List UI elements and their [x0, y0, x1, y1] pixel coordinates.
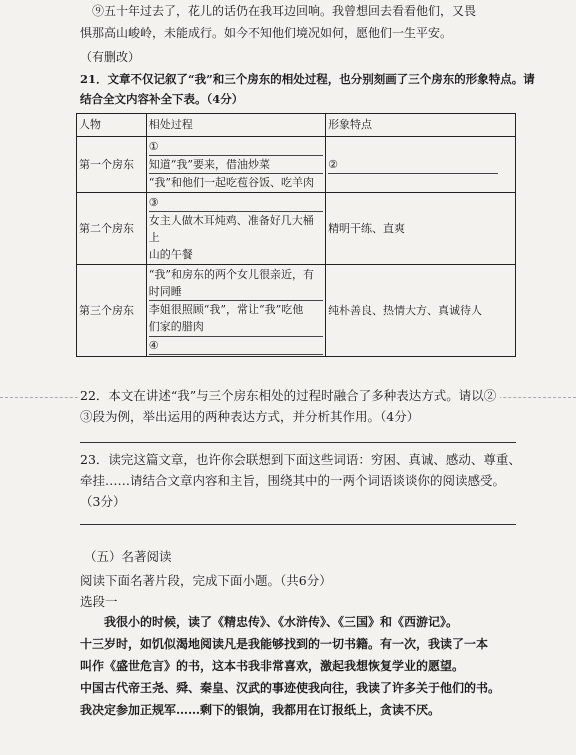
q21-stem-1: 21．文章不仅记叙了“我”和三个房东的相处过程，也分别刻画了三个房东的形象特点。请 — [80, 72, 535, 86]
q23-line-2: 牵挂……请结合文章内容和主旨，围绕其中的一两个词语谈谈你的阅读感受。 — [80, 473, 506, 488]
process-item: 山的午餐 — [148, 248, 193, 262]
intro-line-1: ⑨五十年过去了，花儿的话仍在我耳边回响。我曾想回去看看他们，又畏 — [92, 4, 477, 18]
process-item: 女主人做木耳炖鸡、准备好几大桶上 — [148, 214, 314, 245]
blank-4[interactable]: ④ — [149, 337, 323, 355]
process-item: 时同睡 — [149, 283, 323, 301]
row-process — [146, 137, 325, 193]
blank-2[interactable]: ② — [328, 156, 498, 174]
header-person: 人物 — [77, 114, 147, 137]
row-process — [146, 265, 325, 356]
blank-3[interactable]: ③ — [149, 194, 323, 212]
row-trait: 纯朴善良、热情大方、真诚待人 — [326, 265, 516, 356]
q22-line-1: 22．本文在讲述“我”与三个房东相处的过程时融合了多种表达方式。请以② — [80, 386, 500, 406]
row-person: 第一个房东 — [77, 137, 147, 193]
header-process: 相处过程 — [146, 114, 325, 137]
section-instruction: 阅读下面名著片段，完成下面小题。（共6分） — [80, 573, 332, 588]
q23-line-3: （3分） — [80, 494, 126, 509]
passage-line: 十三岁时，如饥似渴地阅读凡是我能够找到的一切书籍。有一次，我读了一本 — [80, 637, 489, 651]
passage-line: 我决定参加正规军……剩下的银饷，我都用在订报纸上，贪读不厌。 — [80, 703, 441, 717]
process-item: 们家的腊肉 — [149, 318, 323, 336]
source-note: （有删改） — [80, 50, 141, 64]
process-item: “我”和他们一起吃苞谷饭、吃羊肉 — [148, 176, 314, 190]
row-process — [146, 193, 325, 265]
process-item: 李姐很照顾“我”，常让“我”吃他 — [148, 303, 304, 317]
header-trait: 形象特点 — [326, 114, 516, 137]
process-item: “我”和房东的两个女儿很亲近，有 — [148, 268, 314, 282]
table-row — [77, 193, 516, 265]
passage-line: 我很小的时候，读了《精忠传》、《水浒传》、《三国》和《西游记》。 — [104, 615, 459, 629]
q22-line-2: ③段为例，举出运用的两种表达方式，并分析其作用。（4分） — [80, 409, 420, 424]
q21-stem-2: 结合全文内容补全下表。（4分） — [80, 92, 244, 106]
passage-line: 叫作《盛世危言》的书，这本书我非常喜欢，激起我想恢复学业的愿望。 — [80, 659, 465, 673]
section-title: （五）名著阅读 — [84, 549, 172, 564]
row-person: 第二个房东 — [77, 193, 147, 265]
intro-line-2: 惧那高山峻岭，未能成行。如今不知他们境况如何，愿他们一生平安。 — [80, 26, 453, 40]
passage-line: 中国古代帝王尧、舜、秦皇、汉武的事迹使我向往，我读了许多关于他们的书。 — [80, 681, 501, 695]
q22-answer-line[interactable] — [80, 442, 516, 443]
blank-1[interactable]: ① — [149, 138, 323, 156]
process-item: 知道“我”要来，借油炒菜 — [149, 156, 323, 174]
q23-line-1: 23．读完这篇文章，也许你会联想到下面这些词语：穷困、真诚、感动、尊重、 — [80, 452, 521, 467]
answer-table — [76, 113, 516, 357]
row-trait: 精明干练、直爽 — [326, 193, 516, 265]
table-row — [77, 265, 516, 356]
selection-label: 选段一 — [80, 594, 118, 609]
row-person: 第三个房东 — [77, 265, 147, 356]
table-row — [77, 137, 516, 193]
table-header-row — [77, 114, 516, 137]
q23-answer-line[interactable] — [80, 524, 516, 525]
row-trait — [326, 137, 516, 193]
